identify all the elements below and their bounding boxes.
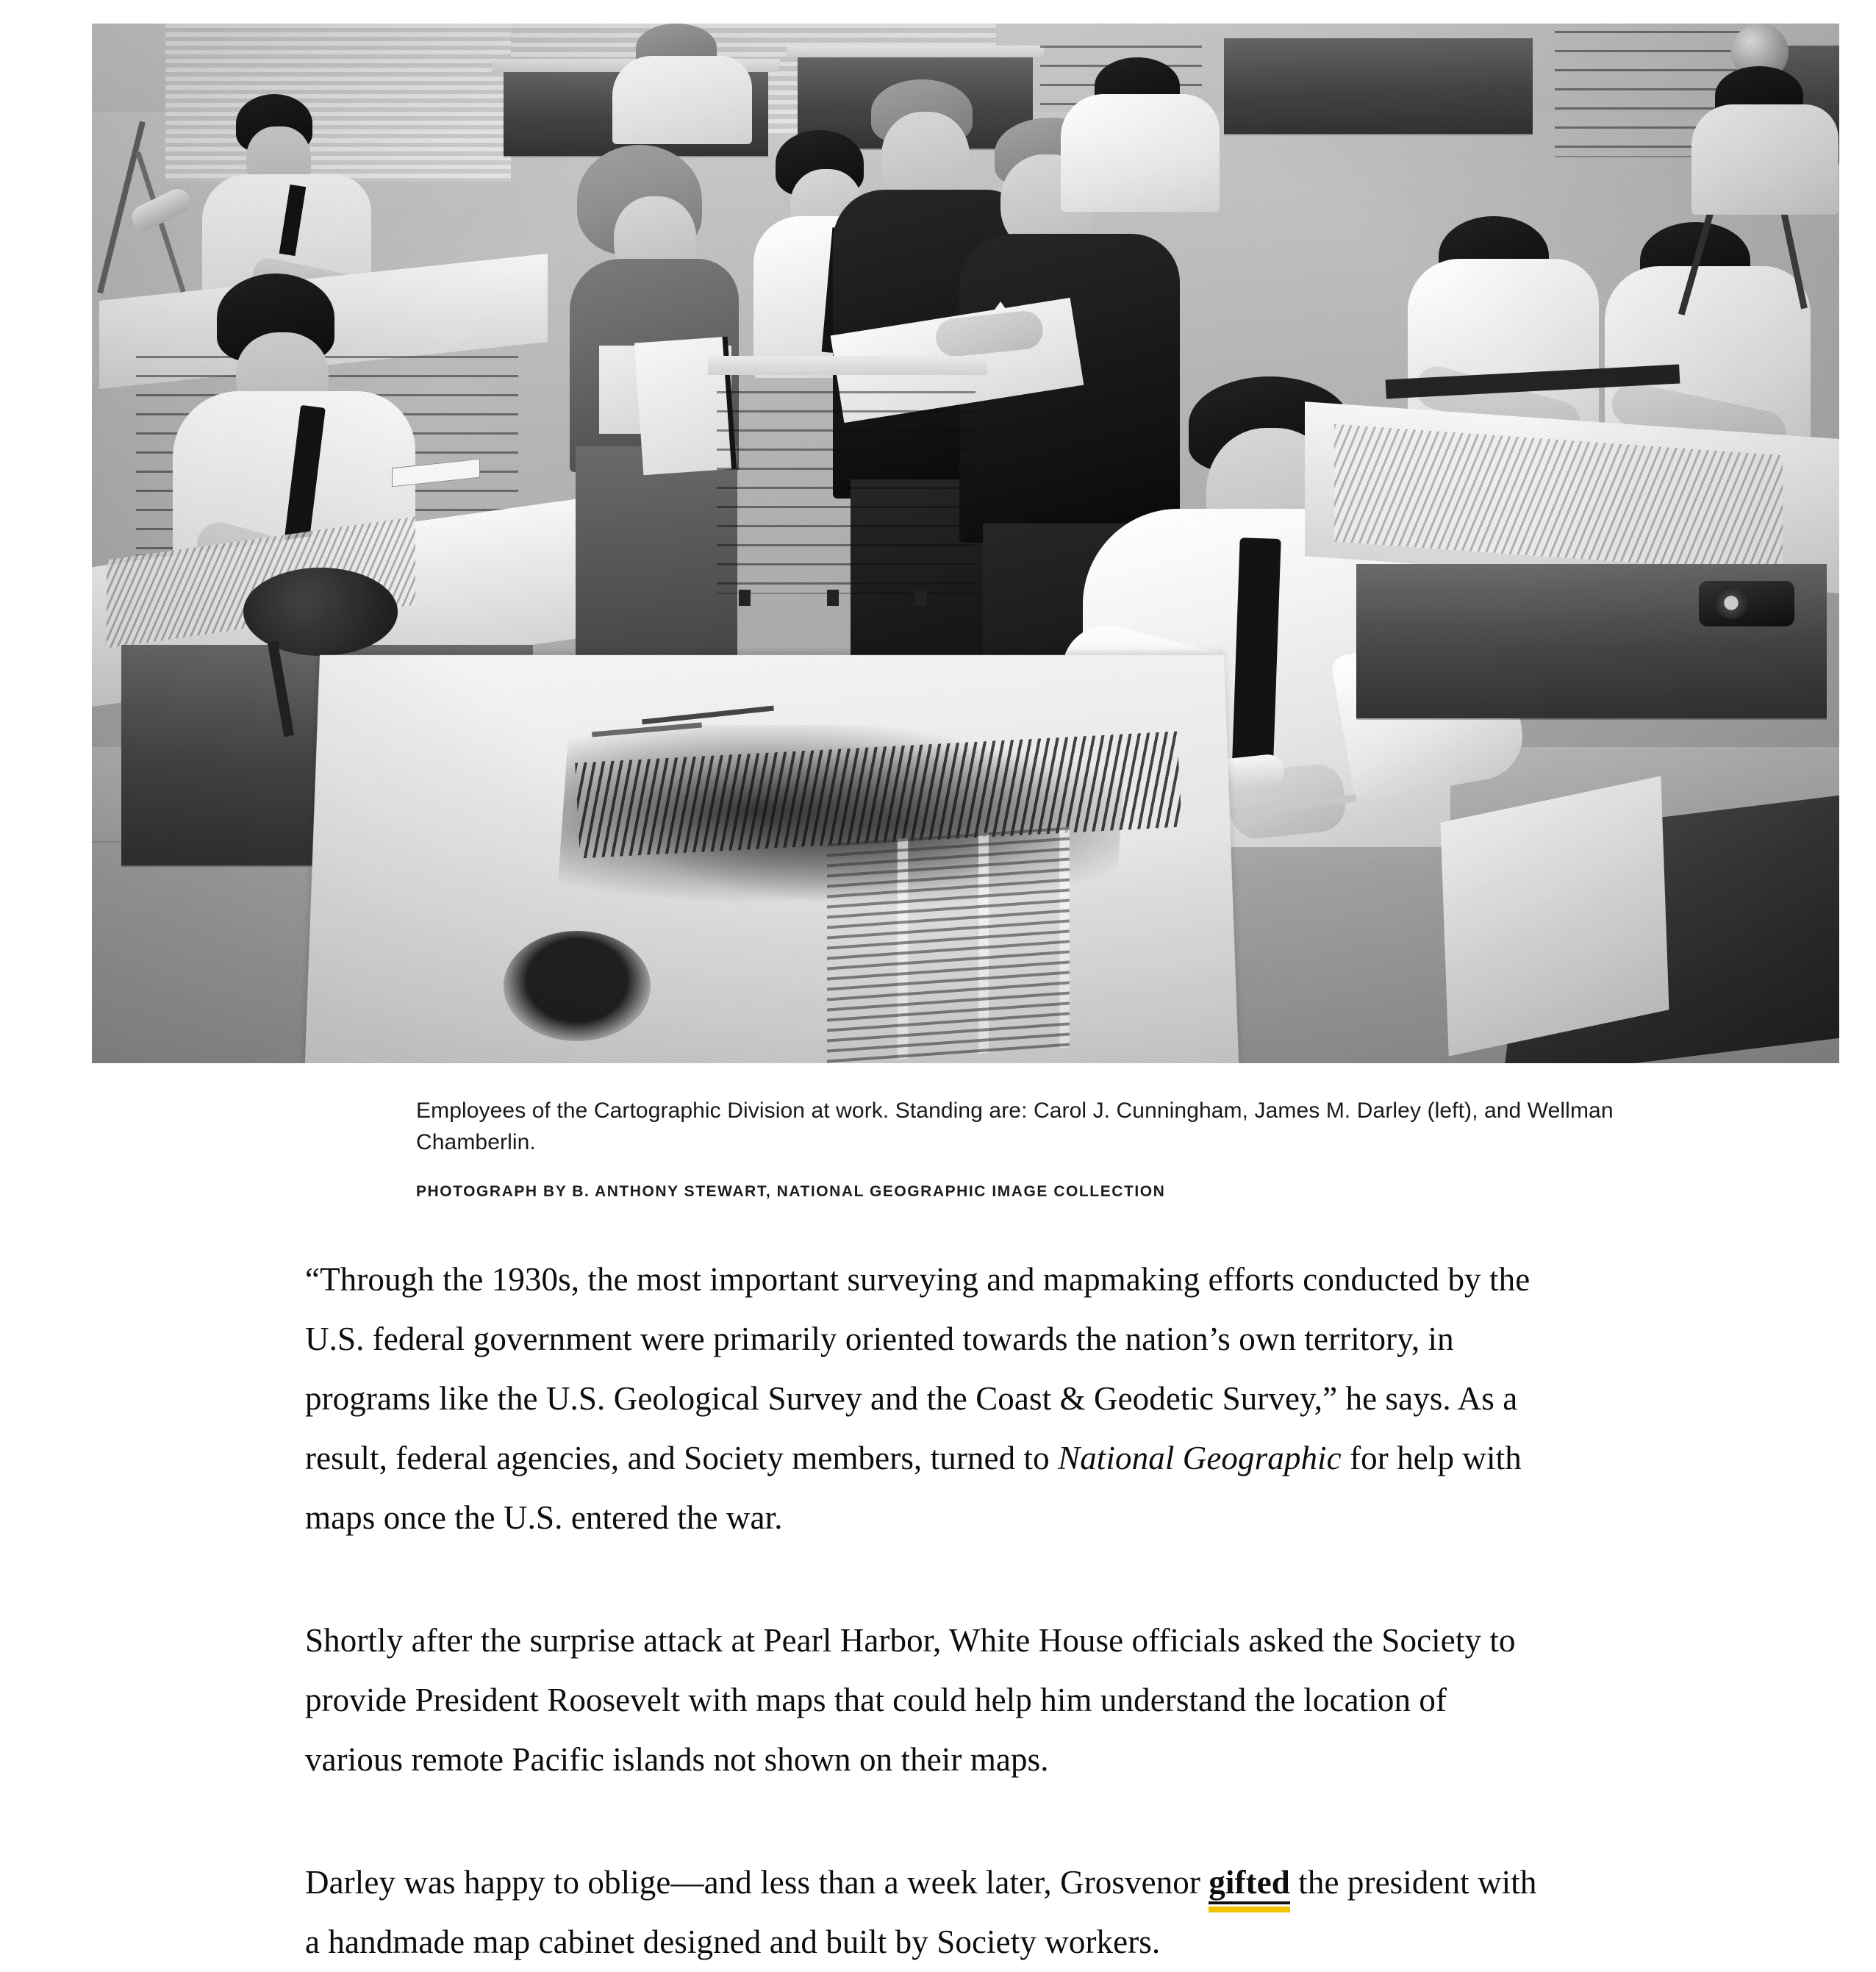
- body-paragraph-3: [305, 1853, 1547, 1972]
- article-body: [305, 1250, 1547, 1972]
- publication-title-italic: National Geographic: [1058, 1440, 1342, 1476]
- article-figure: [92, 24, 1839, 1201]
- body-paragraph-1: [305, 1250, 1547, 1548]
- photo-grain-overlay: [92, 24, 1839, 1063]
- gifted-inline-link[interactable]: gifted: [1209, 1864, 1290, 1904]
- figure-credit: PHOTOGRAPH BY B. ANTHONY STEWART, NATIONAL GEOGRAPHIC IMAGE COLLECTION: [416, 1183, 1166, 1201]
- paragraph-1-text-part-1: “Through the 1930s, the most important surveying and mapmaking efforts conducted by the U.S. federal government were primarily oriented towards the nation’s own territory, in programs like the U.S. Geological Survey and the Coast & Geodetic Survey,” he says. As a result, federal agencies, and Society members, turned to: [305, 1261, 1530, 1476]
- figure-caption-block: [416, 1095, 1680, 1201]
- paragraph-1-text-part-2: for help with maps once the U.S. entered the war.: [305, 1440, 1522, 1536]
- photo-canvas: [92, 24, 1839, 1063]
- body-paragraph-2: Shortly after the surprise attack at Pearl Harbor, White House officials asked the Society to provide President Roosevelt with maps that could help him understand the location of various remote Pacific islands not shown on their maps.: [305, 1622, 1516, 1778]
- paragraph-3-text-part-1: Darley was happy to oblige—and less than a week later, Grosvenor: [305, 1864, 1209, 1901]
- figure-caption: Employees of the Cartographic Division at work. Standing are: Carol J. Cunningham, James M. Darley (left), and Wellman Chamberlin.: [416, 1098, 1614, 1155]
- photograph: [92, 24, 1839, 1063]
- paragraph-3-text-part-2: the president with a handmade map cabinet designed and built by Society workers.: [305, 1864, 1537, 1960]
